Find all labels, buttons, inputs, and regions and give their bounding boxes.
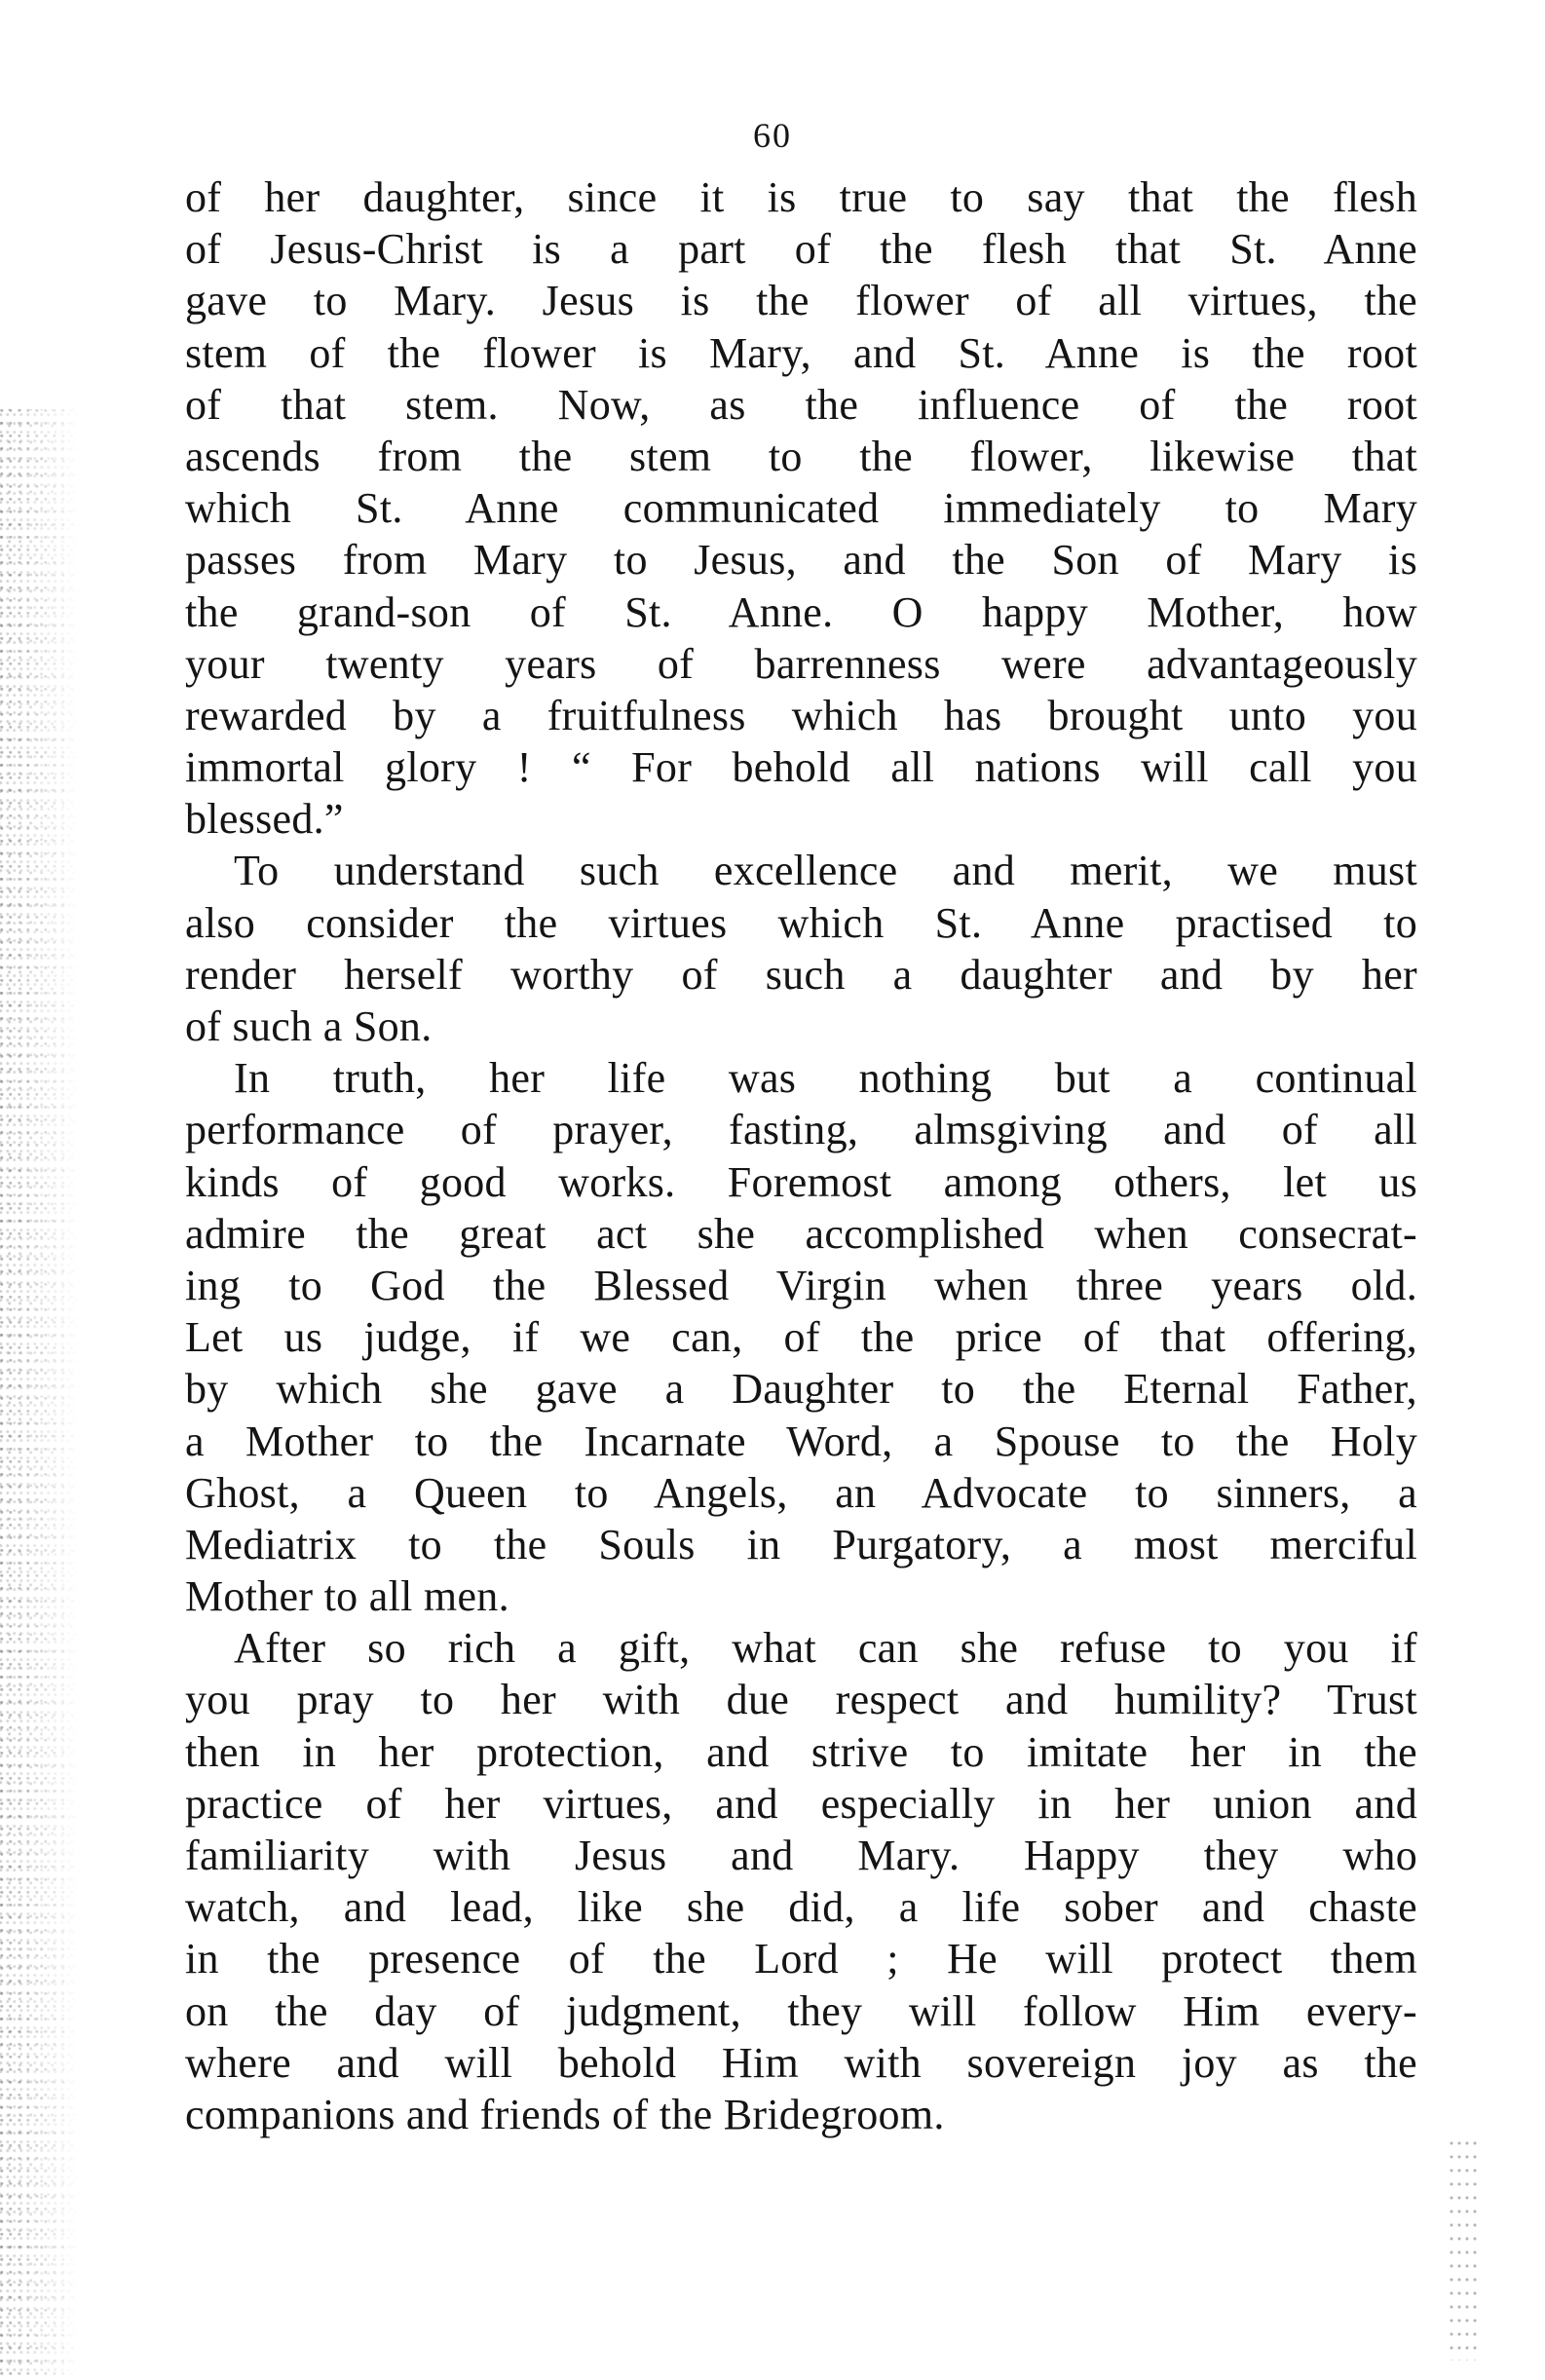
text-line: performance of prayer, fasting, almsgiving and of all	[185, 1106, 1417, 1154]
text-line: practice of her virtues, and especially in her union and	[185, 1779, 1417, 1828]
text-line: the grand-son of St. Anne. O happy Mother, how	[185, 587, 1417, 636]
text-line: After so rich a gift, what can she refuse to you if	[234, 1624, 1417, 1673]
body-text	[185, 171, 1417, 2140]
text-line: ascends from the stem to the flower, likewise that	[185, 432, 1417, 480]
text-line: familiarity with Jesus and Mary. Happy they who	[185, 1832, 1417, 1879]
text-line: on the day of judgment, they will follow Him every-	[185, 1986, 1417, 2035]
text-line: you pray to her with due respect and humility? Trust	[185, 1676, 1417, 1724]
text-line: companions and friends of the Bridegroom.	[185, 2090, 945, 2138]
text-line: your twenty years of barrenness were advantageously	[185, 639, 1417, 688]
text-line: Mediatrix to the Souls in Purgatory, a most merciful	[185, 1520, 1417, 1568]
page-number: 60	[753, 116, 792, 155]
text-line: admire the great act she accomplished when consecrat-	[185, 1209, 1417, 1258]
text-line: by which she gave a Daughter to the Eternal Father,	[185, 1365, 1417, 1414]
text-line: of that stem. Now, as the influence of the root	[185, 380, 1417, 429]
text-line: Ghost, a Queen to Angels, an Advocate to sinners, a	[185, 1468, 1417, 1517]
text-line: In truth, her life was nothing but a continual	[234, 1054, 1417, 1103]
text-line: which St. Anne communicated immediately to Mary	[185, 484, 1417, 533]
right-edge-speckles	[1448, 2136, 1477, 2361]
text-line: then in her protection, and strive to imitate her in the	[185, 1727, 1417, 1776]
text-line: a Mother to the Incarnate Word, a Spouse to the Holy	[185, 1417, 1417, 1465]
text-line: rewarded by a fruitfulness which has brought unto you	[185, 691, 1417, 739]
binding-edge-speckles	[0, 409, 78, 2377]
text-line: gave to Mary. Jesus is the flower of all virtues, the	[185, 277, 1417, 325]
text-line: in the presence of the Lord ; He will protect them	[185, 1935, 1417, 1983]
text-line: Let us judge, if we can, of the price of that offering,	[185, 1313, 1417, 1362]
text-line: ing to God the Blessed Virgin when three years old.	[185, 1261, 1417, 1309]
text-line: kinds of good works. Foremost among others, let us	[185, 1157, 1417, 1206]
text-line: immortal glory ! “ For behold all nations will call you	[185, 743, 1417, 792]
text-line: stem of the flower is Mary, and St. Anne is the root	[185, 328, 1417, 377]
text-line: render herself worthy of such a daughter and by her	[185, 950, 1417, 999]
text-line: of Jesus-Christ is a part of the flesh that St. Anne	[185, 225, 1417, 274]
text-line: of such a Son.	[185, 1002, 433, 1050]
text-line: watch, and lead, like she did, a life sober and chaste	[185, 1883, 1417, 1932]
text-line: also consider the virtues which St. Anne practised to	[185, 898, 1417, 947]
text-line: To understand such excellence and merit, we must	[234, 847, 1417, 895]
text-line: blessed.”	[185, 795, 344, 844]
text-line: passes from Mary to Jesus, and the Son of Mary is	[185, 536, 1417, 585]
text-line: of her daughter, since it is true to say that the flesh	[185, 173, 1417, 221]
text-line: Mother to all men.	[185, 1572, 509, 1621]
text-line: where and will behold Him with sovereign joy as the	[185, 2038, 1417, 2087]
